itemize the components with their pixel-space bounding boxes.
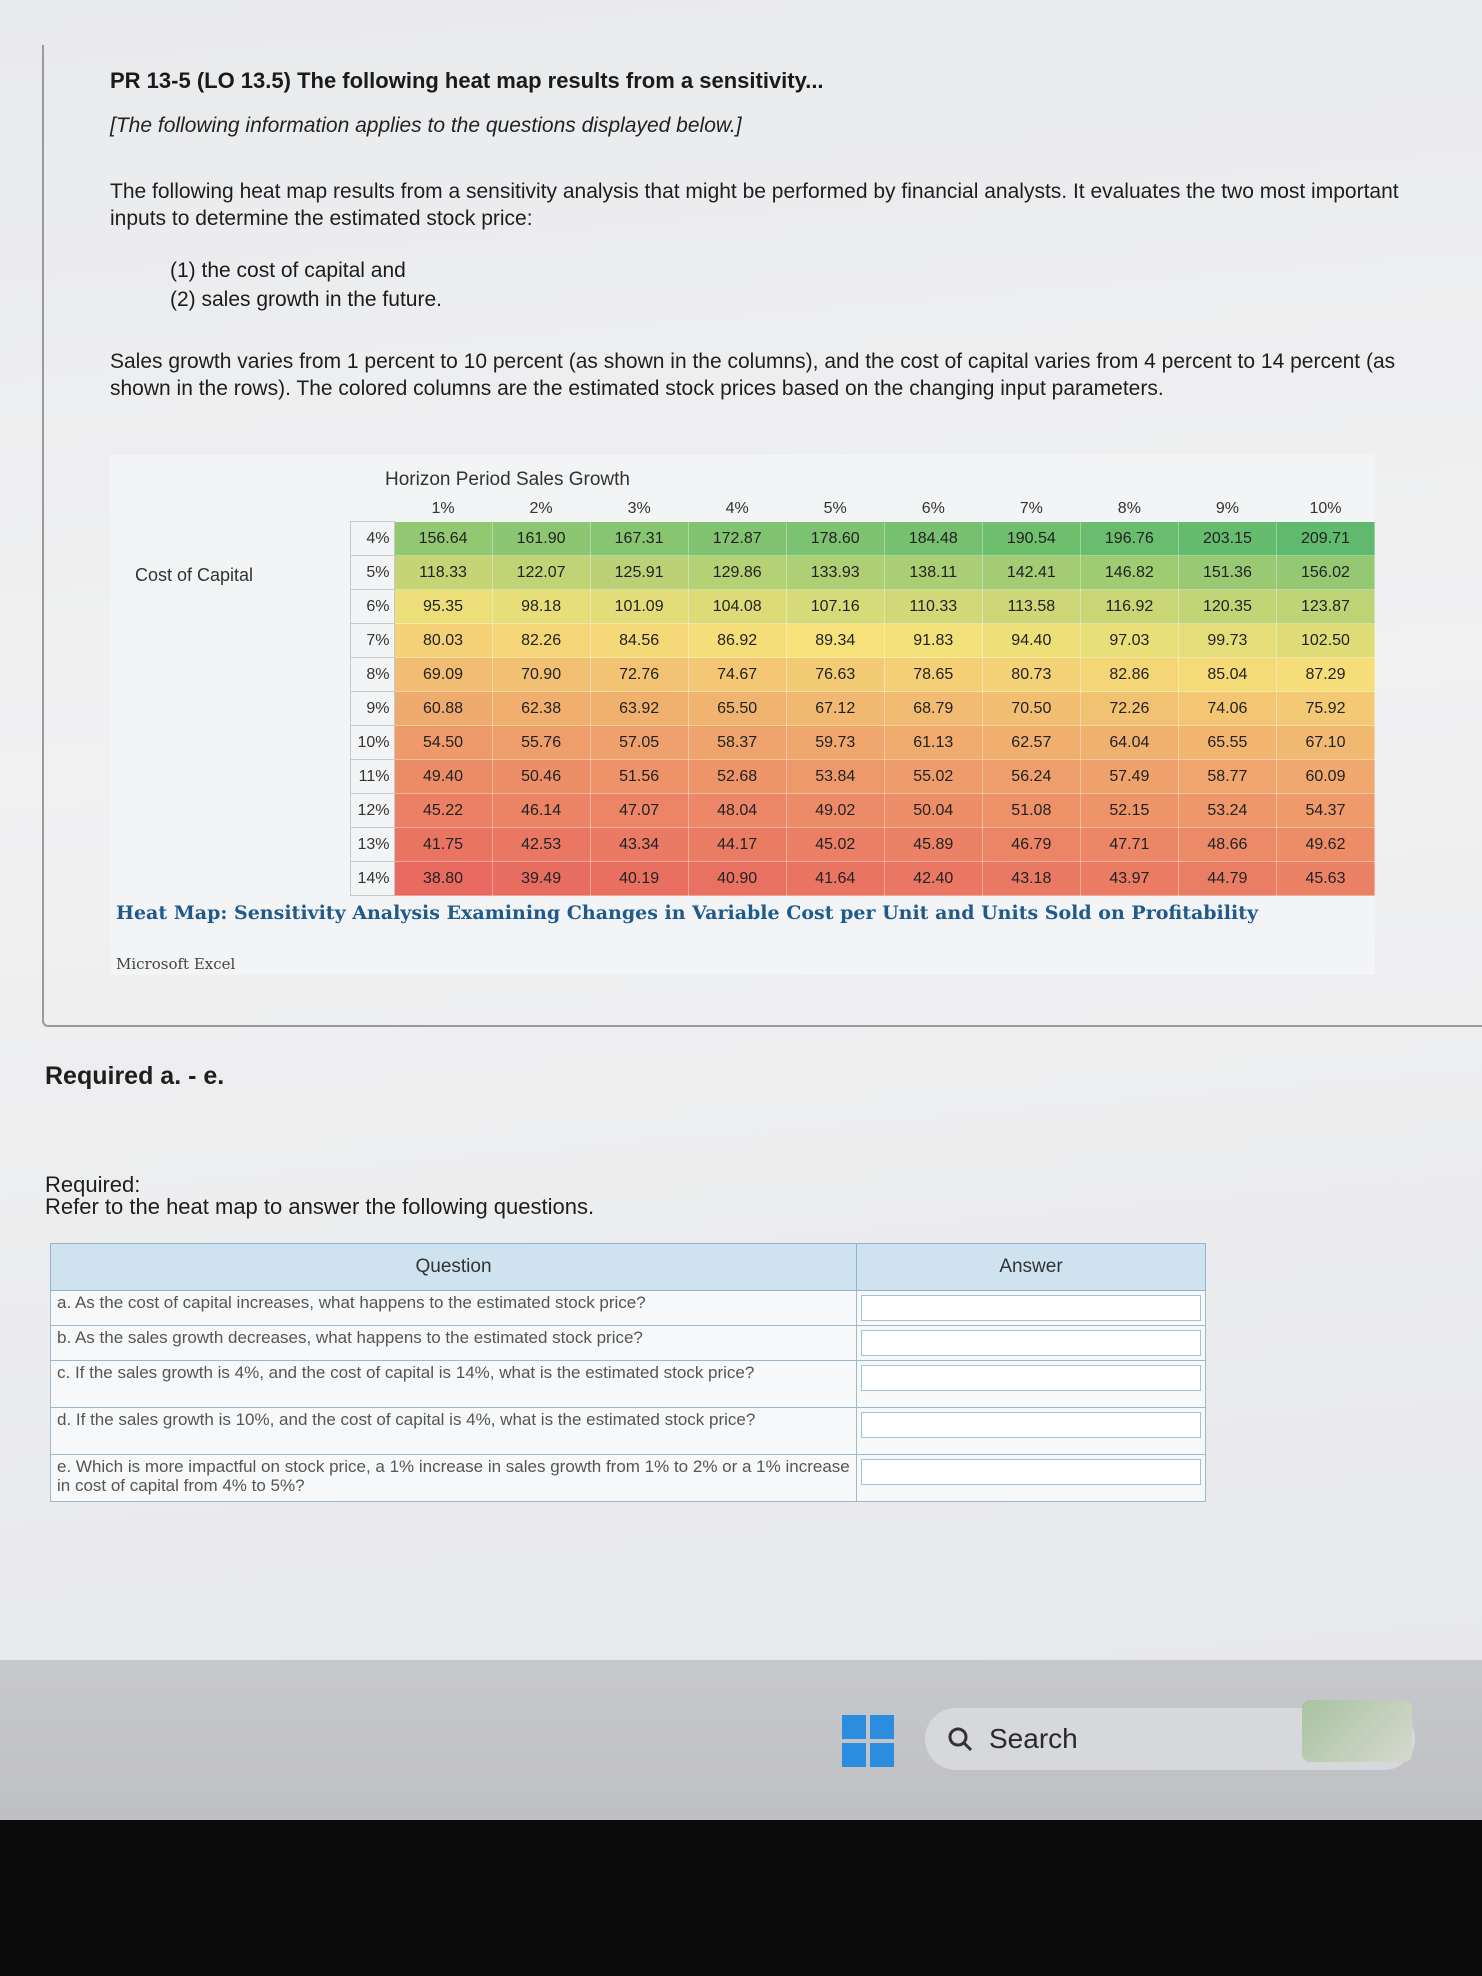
- heat-map-column-label: 2%: [529, 500, 553, 517]
- heat-map-cell: 60.88: [394, 692, 492, 726]
- answer-cell: [857, 1408, 1206, 1455]
- heat-map-row-label: 6%: [351, 590, 395, 624]
- heat-map-cell: 50.04: [884, 794, 982, 828]
- heat-map-cell: 52.15: [1080, 794, 1178, 828]
- question-row: [51, 1326, 1206, 1361]
- heat-map-cell: 58.37: [688, 726, 786, 760]
- heat-map-cell: 41.75: [394, 828, 492, 862]
- heat-map-row: [351, 692, 1375, 726]
- heat-map-cell: 48.04: [688, 794, 786, 828]
- heat-map-cell: 133.93: [786, 556, 884, 590]
- heat-map-cell: 123.87: [1276, 590, 1374, 624]
- heat-map-cell: 45.22: [394, 794, 492, 828]
- heat-map-row-label: 7%: [351, 624, 395, 658]
- required-heading: Required a. - e.: [45, 1062, 225, 1090]
- question-text: c. If the sales growth is 4%, and the cost of capital is 14%, what is the estimated stock price?: [51, 1361, 857, 1408]
- heat-map-cell: 42.40: [884, 862, 982, 896]
- answer-input[interactable]: [861, 1459, 1201, 1485]
- heat-map-row-label: 12%: [351, 794, 395, 828]
- heat-map-cell: 57.49: [1080, 760, 1178, 794]
- answer-input[interactable]: [861, 1330, 1201, 1356]
- heat-map-column-label: 10%: [1309, 500, 1342, 517]
- heat-map-cell: 76.63: [786, 658, 884, 692]
- heat-map-cell: 161.90: [492, 522, 590, 556]
- heat-map-cell: 156.64: [394, 522, 492, 556]
- heat-map-cell: 86.92: [688, 624, 786, 658]
- heat-map-row-label: 4%: [351, 522, 395, 556]
- heat-map-cell: 42.53: [492, 828, 590, 862]
- heat-map-row: [351, 726, 1375, 760]
- heat-map-cell: 62.38: [492, 692, 590, 726]
- heat-map-cell: 55.02: [884, 760, 982, 794]
- heat-map-cell: 45.02: [786, 828, 884, 862]
- heat-map-cell: 184.48: [884, 522, 982, 556]
- heat-map-cell: 120.35: [1178, 590, 1276, 624]
- heat-map-cell: 75.92: [1276, 692, 1374, 726]
- heat-map-cell: 172.87: [688, 522, 786, 556]
- question-text: a. As the cost of capital increases, what happens to the estimated stock price?: [51, 1291, 857, 1326]
- heat-map-cell: 110.33: [884, 590, 982, 624]
- heat-map-column-label: 6%: [921, 500, 945, 517]
- heat-map-cell: 118.33: [394, 556, 492, 590]
- heat-map-cell: 55.76: [492, 726, 590, 760]
- heat-map-cell: 190.54: [982, 522, 1080, 556]
- heat-map-cell: 68.79: [884, 692, 982, 726]
- heat-map-row: [351, 590, 1375, 624]
- answer-cell: [857, 1455, 1206, 1502]
- heat-map-cell: 47.07: [590, 794, 688, 828]
- heat-map-cell: 46.14: [492, 794, 590, 828]
- heat-map-cell: 59.73: [786, 726, 884, 760]
- required-label: Required:: [45, 1172, 141, 1197]
- heat-map-cell: 74.67: [688, 658, 786, 692]
- heat-map-cell: 64.04: [1080, 726, 1178, 760]
- question-row: [51, 1408, 1206, 1455]
- heat-map-cell: 91.83: [884, 624, 982, 658]
- heat-map-cell: 116.92: [1080, 590, 1178, 624]
- heat-map-cell: 102.50: [1276, 624, 1374, 658]
- heat-map-cell: 74.06: [1178, 692, 1276, 726]
- heat-map-cell: 97.03: [1080, 624, 1178, 658]
- heat-map-cell: 107.16: [786, 590, 884, 624]
- windows-icon[interactable]: [842, 1715, 894, 1767]
- heat-map-cell: 41.64: [786, 862, 884, 896]
- taskbar: [0, 1660, 1482, 1820]
- heat-map-cell: 113.58: [982, 590, 1080, 624]
- question-text: e. Which is more impactful on stock price, a 1% increase in sales growth from 1% to 2% or a 1% increase in cost of capital from 4% to 5%?: [51, 1455, 857, 1502]
- heat-map-cell: 50.46: [492, 760, 590, 794]
- heat-map-column-label: 5%: [823, 500, 847, 517]
- heat-map-corner: [351, 497, 395, 522]
- question-text: d. If the sales growth is 10%, and the cost of capital is 4%, what is the estimated stock price?: [51, 1408, 857, 1455]
- heat-map-table: [350, 497, 1375, 896]
- heat-map-cell: 70.50: [982, 692, 1080, 726]
- heat-map-row-label: 13%: [351, 828, 395, 862]
- heat-map-row: [351, 556, 1375, 590]
- heat-map-row: [351, 624, 1375, 658]
- heat-map-cell: 57.05: [590, 726, 688, 760]
- input-item-cost-of-capital: (1) the cost of capital and: [170, 259, 406, 282]
- heat-map-cell: 40.90: [688, 862, 786, 896]
- search-highlight-widget[interactable]: [1302, 1700, 1412, 1762]
- heat-map-cell: 99.73: [1178, 624, 1276, 658]
- answer-input[interactable]: [861, 1365, 1201, 1391]
- search-icon: [947, 1726, 973, 1752]
- heat-map-cell: 101.09: [590, 590, 688, 624]
- heat-map-cell: 62.57: [982, 726, 1080, 760]
- heat-map-cell: 95.35: [394, 590, 492, 624]
- answer-cell: [857, 1326, 1206, 1361]
- question-row: [51, 1455, 1206, 1502]
- heat-map-row: [351, 862, 1375, 896]
- heat-map-cell: 70.90: [492, 658, 590, 692]
- heat-map-cell: 167.31: [590, 522, 688, 556]
- heat-map-row: [351, 794, 1375, 828]
- heat-map-row-label: 8%: [351, 658, 395, 692]
- heat-map-cell: 53.84: [786, 760, 884, 794]
- heat-map-cell: 129.86: [688, 556, 786, 590]
- heat-map-caption: Heat Map: Sensitivity Analysis Examining Changes in Variable Cost per Unit and Units Sold on Profitability: [116, 902, 1259, 924]
- heat-map-cell: 48.66: [1178, 828, 1276, 862]
- answer-cell: [857, 1361, 1206, 1408]
- heat-map-cell: 40.19: [590, 862, 688, 896]
- heat-map-row: [351, 760, 1375, 794]
- question-column-header: Question: [51, 1244, 857, 1291]
- heat-map-cell: 63.92: [590, 692, 688, 726]
- heat-map-source: Microsoft Excel: [116, 955, 236, 973]
- heat-map-cell: 146.82: [1080, 556, 1178, 590]
- monitor-bottom-frame: [0, 1820, 1482, 1976]
- heat-map-cell: 44.79: [1178, 862, 1276, 896]
- heat-map-cell: 69.09: [394, 658, 492, 692]
- heat-map-cell: 209.71: [1276, 522, 1374, 556]
- heat-map-cell: 65.55: [1178, 726, 1276, 760]
- heat-map-cell: 142.41: [982, 556, 1080, 590]
- heat-map-cell: 85.04: [1178, 658, 1276, 692]
- answer-input[interactable]: [861, 1295, 1201, 1321]
- heat-map-cell: 43.34: [590, 828, 688, 862]
- heat-map-column-header: Horizon Period Sales Growth: [385, 469, 630, 490]
- input-item-sales-growth: (2) sales growth in the future.: [170, 288, 442, 311]
- question-text: b. As the sales growth decreases, what happens to the estimated stock price?: [51, 1326, 857, 1361]
- heat-map-cell: 104.08: [688, 590, 786, 624]
- heat-map-cell: 61.13: [884, 726, 982, 760]
- heat-map-cell: 156.02: [1276, 556, 1374, 590]
- heat-map-cell: 98.18: [492, 590, 590, 624]
- heat-map-row-label: 9%: [351, 692, 395, 726]
- heat-map-cell: 49.62: [1276, 828, 1374, 862]
- heat-map-cell: 72.26: [1080, 692, 1178, 726]
- question-row: [51, 1291, 1206, 1326]
- heat-map-cell: 46.79: [982, 828, 1080, 862]
- heat-map-row-label: 11%: [351, 760, 395, 794]
- heat-map-cell: 53.24: [1178, 794, 1276, 828]
- heat-map-column-label: 7%: [1019, 500, 1043, 517]
- heat-map-cell: 72.76: [590, 658, 688, 692]
- heat-map-row: [351, 658, 1375, 692]
- heat-map-column-label: 3%: [627, 500, 651, 517]
- heat-map-cell: 151.36: [1178, 556, 1276, 590]
- heat-map-cell: 125.91: [590, 556, 688, 590]
- heat-map-cell: 196.76: [1080, 522, 1178, 556]
- problem-subtitle: [The following information applies to the questions displayed below.]: [110, 114, 742, 137]
- heat-map-cell: 52.68: [688, 760, 786, 794]
- heat-map-cell: 54.50: [394, 726, 492, 760]
- heat-map-cell: 67.10: [1276, 726, 1374, 760]
- heat-map-row-axis-label: Cost of Capital: [135, 565, 254, 585]
- answer-column-header: Answer: [857, 1244, 1206, 1291]
- heat-map-cell: 44.17: [688, 828, 786, 862]
- heat-map-cell: 80.03: [394, 624, 492, 658]
- problem-description: Sales growth varies from 1 percent to 10 percent (as shown in the columns), and the cost of capital varies from 4 percent to 14 percent (as shown in the rows). The colored columns are the estimated stock prices based on the changing input parameters.: [110, 350, 1396, 400]
- problem-title: PR 13-5 (LO 13.5) The following heat map results from a sensitivity...: [110, 68, 824, 93]
- heat-map-cell: 45.63: [1276, 862, 1374, 896]
- required-instruction: Refer to the heat map to answer the following questions.: [45, 1194, 595, 1219]
- heat-map-row: [351, 828, 1375, 862]
- heat-map-cell: 80.73: [982, 658, 1080, 692]
- heat-map-cell: 65.50: [688, 692, 786, 726]
- heat-map-cell: 122.07: [492, 556, 590, 590]
- heat-map-cell: 38.80: [394, 862, 492, 896]
- heat-map-cell: 39.49: [492, 862, 590, 896]
- problem-intro: The following heat map results from a sensitivity analysis that might be performed by financial analysts. It evaluates the two most important inputs to determine the estimated stock price:: [110, 180, 1399, 230]
- heat-map-cell: 84.56: [590, 624, 688, 658]
- heat-map-cell: 87.29: [1276, 658, 1374, 692]
- heat-map-cell: 49.02: [786, 794, 884, 828]
- heat-map-cell: 94.40: [982, 624, 1080, 658]
- heat-map-cell: 49.40: [394, 760, 492, 794]
- heat-map-cell: 43.97: [1080, 862, 1178, 896]
- heat-map-cell: 51.56: [590, 760, 688, 794]
- heat-map-cell: 82.86: [1080, 658, 1178, 692]
- heat-map-row: [351, 522, 1375, 556]
- answer-cell: [857, 1291, 1206, 1326]
- heat-map-cell: 47.71: [1080, 828, 1178, 862]
- heat-map-cell: 51.08: [982, 794, 1080, 828]
- heat-map-cell: 89.34: [786, 624, 884, 658]
- heat-map-cell: 138.11: [884, 556, 982, 590]
- heat-map-cell: 54.37: [1276, 794, 1374, 828]
- heat-map-cell: 178.60: [786, 522, 884, 556]
- heat-map-row-label: 5%: [351, 556, 395, 590]
- heat-map-cell: 203.15: [1178, 522, 1276, 556]
- answer-input[interactable]: [861, 1412, 1201, 1438]
- heat-map-cell: 43.18: [982, 862, 1080, 896]
- heat-map-cell: 56.24: [982, 760, 1080, 794]
- heat-map-figure: [110, 455, 1375, 975]
- heat-map-cell: 60.09: [1276, 760, 1374, 794]
- heat-map-column-label: 9%: [1215, 500, 1239, 517]
- heat-map-cell: 67.12: [786, 692, 884, 726]
- heat-map-row-label: 10%: [351, 726, 395, 760]
- heat-map-cell: 45.89: [884, 828, 982, 862]
- heat-map-column-label: 4%: [725, 500, 749, 517]
- search-label: Search: [989, 1723, 1078, 1754]
- question-row: [51, 1361, 1206, 1408]
- question-answer-table: [50, 1243, 1206, 1502]
- heat-map-row-label: 14%: [351, 862, 395, 896]
- heat-map-cell: 78.65: [884, 658, 982, 692]
- heat-map-column-label: 8%: [1117, 500, 1141, 517]
- heat-map-cell: 82.26: [492, 624, 590, 658]
- heat-map-column-label: 1%: [431, 500, 455, 517]
- heat-map-cell: 58.77: [1178, 760, 1276, 794]
